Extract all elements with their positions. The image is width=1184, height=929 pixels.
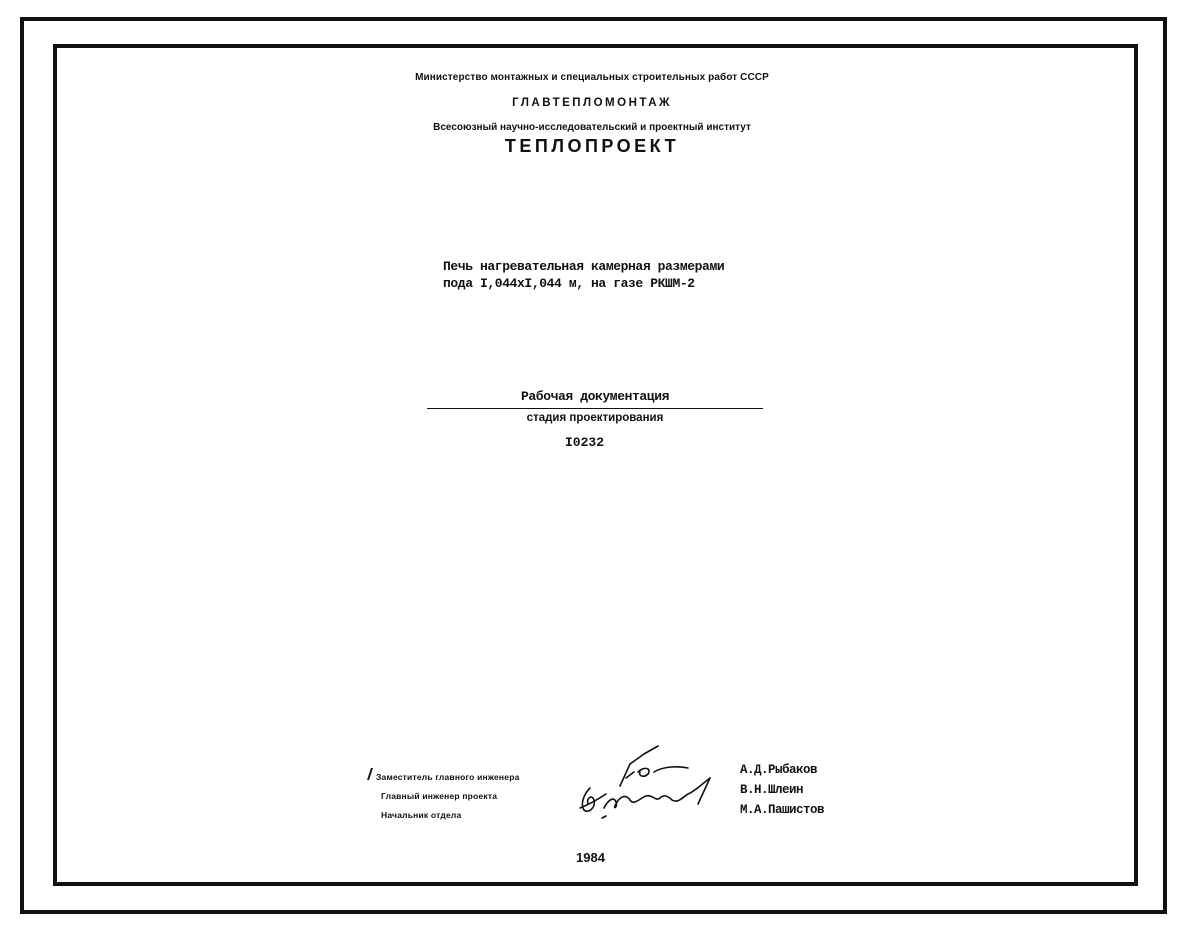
name-shlein: В.Н.Шлеин [740,783,804,797]
document-title-line1: Печь нагревательная камерная размерами [443,259,725,274]
signatory-names [740,760,824,820]
document-year: 1984 [576,850,605,865]
role-deputy-chief-engineer: Заместитель главного инженера [376,772,520,782]
document-title [443,258,724,292]
document-number: I0232 [565,435,605,450]
name-pashistov: М.А.Пашистов [740,803,825,817]
institute-name: ТЕПЛОПРОЕКТ [504,136,680,156]
directorate-header: ГЛАВТЕПЛОМОНТАЖ [512,97,672,109]
institute-header: Всесоюзный научно-исследовательский и проектный институт [433,122,751,133]
document-title-line2: пода I,044xI,044 м, на газе РКШМ-2 [443,276,695,291]
signatory-roles [370,768,520,825]
name-rybakov: А.Д.Рыбаков [740,763,818,777]
role-chief-project-engineer: Главный инженер проекта [381,791,498,801]
handwritten-signature-icon [560,738,750,828]
design-stage: стадия проектирования [526,412,664,424]
documentation-type: Рабочая документация [520,389,670,404]
role-department-head: Начальник отдела [381,810,462,820]
documentation-divider [427,408,763,409]
ministry-header: Министерство монтажных и специальных строительных работ СССР [415,72,769,83]
